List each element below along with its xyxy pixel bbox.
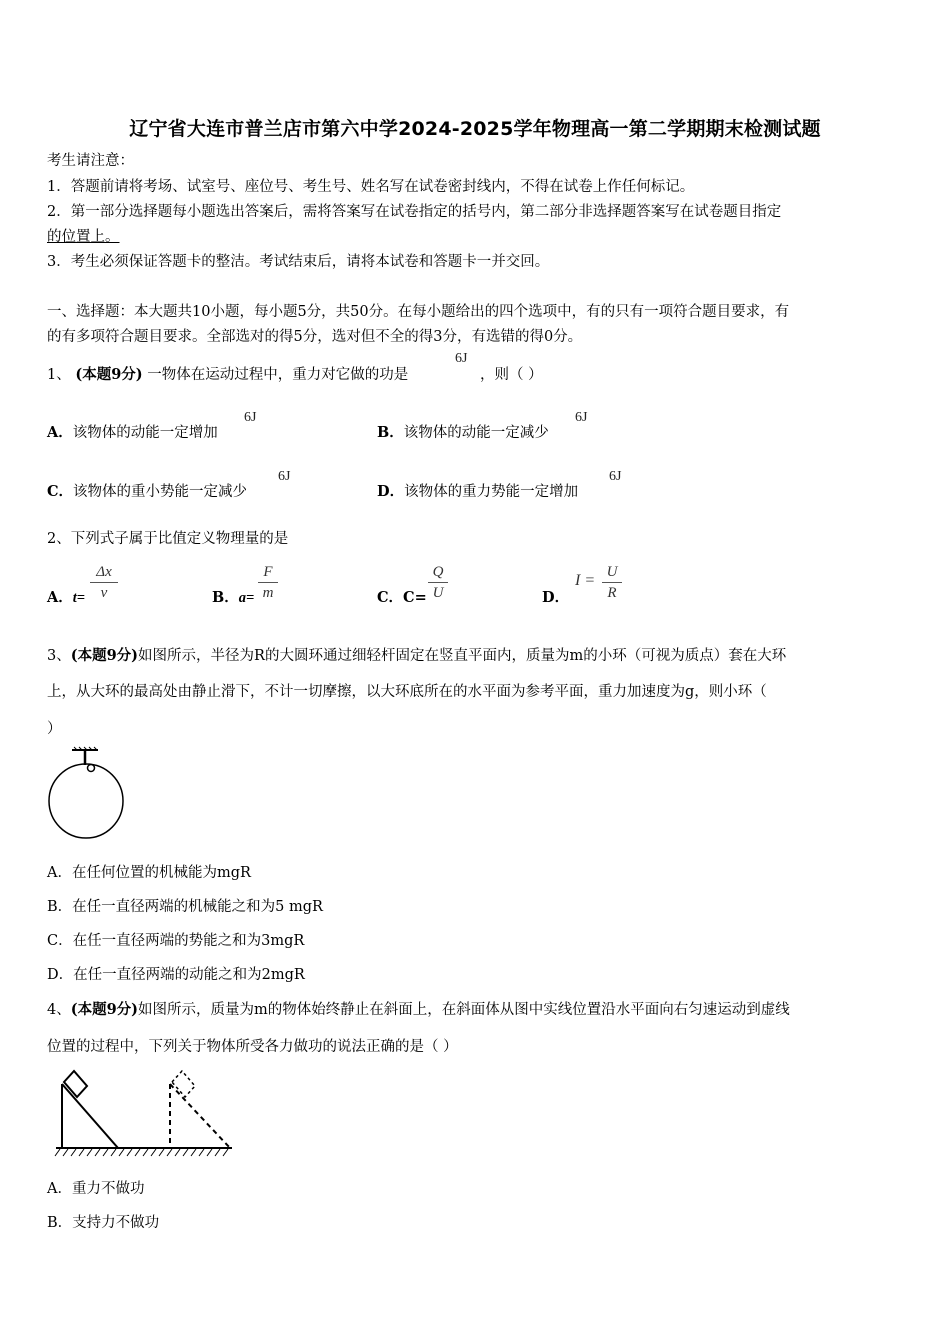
fraction-bar [428,582,448,583]
notice-item-2-underlined: 的位置上。 [47,229,120,245]
q1-stem [47,365,408,385]
q1-stem-text: 一物体在运动过程中，重力对它做的功是 [147,367,409,383]
incline-solid [62,1084,118,1148]
q1-option-c-unit: 6J [278,469,291,484]
q3-line-1-text: 如图所示，半径为R的大圆环通过细轻杆固定在竖直平面内，质量为m的小环（可视为质点）套在大环 [138,648,787,664]
q1-option-d-unit: 6J [609,469,622,484]
page-title: 辽宁省大连市普兰店市第六中学2024-2025学年物理高一第二学期期末检测试题 [129,118,821,140]
q2-option-a-fraction [90,563,118,602]
q2-option-a [47,588,85,608]
section-intro-line-2: 的有多项符合题目要求。全部选对的得5分，选对但不全的得3分，有选错的得0分。 [47,329,583,345]
ceiling-support [72,747,98,750]
option-d-label: D． [377,483,405,500]
q1-score: (本题9分) [75,366,143,383]
fraction-numerator: U [606,564,618,580]
q4-line-1-text: 如图所示，质量为m的物体始终静止在斜面上，在斜面体从图中实线位置沿水平面向右匀速运动到虚线 [138,1002,790,1018]
block-solid [64,1071,87,1097]
small-ring [88,765,95,772]
q1-option-c [47,482,247,502]
option-d-label: D． [542,589,570,606]
q2-option-d [542,588,569,608]
fraction-numerator: Q [432,564,444,580]
option-d-text: 该物体的重力势能一定增加 [404,484,579,500]
option-c-variable: C= [403,589,427,606]
q4-stem-line-2: 位置的过程中，下列关于物体所受各力做功的说法正确的是（ ） [47,1039,458,1055]
option-a-label: A． [47,589,73,606]
large-ring [49,764,123,838]
q2-stem: 2、下列式子属于比值定义物理量的是 [47,531,289,547]
q2-option-c-fraction [428,563,448,602]
q3-score: (本题9分) [70,647,139,664]
q2-option-d-variable: I = [575,572,596,589]
notice-heading: 考生请注意： [47,153,134,169]
q1-unit: 6J [455,351,468,366]
q2-option-b [212,588,254,608]
q3-number: 3、 [47,648,71,664]
q4-option-a: A．重力不做功 [47,1181,145,1197]
section-intro-line-1: 一、选择题：本大题共10小题，每小题5分，共50分。在每小题给出的四个选项中，有的只有一项符合题目要求，有 [47,304,790,320]
fraction-numerator: F [263,564,273,580]
option-c-label: C． [47,483,74,500]
q1-option-b-unit: 6J [575,410,588,425]
notice-item-2-cont [47,227,120,247]
q2-option-c [377,588,427,608]
option-b-variable: a= [238,590,255,606]
notice-item-1: 1．答题前请将考场、试室号、座位号、考生号、姓名写在试卷密封线内，不得在试卷上作任何标记。 [47,179,695,195]
incline-dashed [170,1084,230,1148]
fraction-bar [90,582,118,583]
q2-option-b-fraction [258,563,278,602]
q1-option-d [377,482,578,502]
ground-hatching [55,1149,228,1156]
fraction-denominator: U [432,585,444,601]
option-a-label: A． [47,424,73,441]
block-dashed [172,1071,195,1097]
q3-option-c: C．在任一直径两端的势能之和为3mgR [47,933,305,949]
q3-option-b: B．在任一直径两端的机械能之和为5 mgR [47,899,323,915]
option-b-label: B． [377,424,404,441]
q1-number: 1、 [47,367,71,383]
q4-score: (本题9分) [70,1001,139,1018]
q3-stem-line-2: 上，从大环的最高处由静止滑下，不计一切摩擦，以大环底所在的水平面为参考平面，重力加速度为g，则小环（ [47,684,767,700]
q4-stem-line-1 [47,1000,790,1020]
fraction-denominator: R [607,585,617,601]
q1-option-b [377,423,549,443]
incline-diagram [54,1068,236,1160]
q4-option-b: B．支持力不做功 [47,1215,160,1231]
option-b-text: 该物体的动能一定减少 [403,425,549,441]
fraction-numerator: Δx [96,564,112,580]
q2-option-d-fraction [602,563,622,602]
option-b-label: B． [212,589,239,606]
q4-number: 4、 [47,1002,71,1018]
q3-option-a: A．在任何位置的机械能为mgR [47,865,251,881]
option-c-label: C． [377,589,404,606]
fraction-denominator: v [100,585,108,601]
fraction-bar [258,582,278,583]
q3-option-d: D．在任一直径两端的动能之和为2mgR [47,967,305,983]
ring-diagram [44,746,130,844]
option-a-text: 该物体的动能一定增加 [72,425,218,441]
fraction-denominator: m [262,585,274,601]
option-a-variable: t= [72,590,86,606]
q1-option-a-unit: 6J [244,410,257,425]
fraction-bar [602,582,622,583]
notice-item-3: 3．考生必须保证答题卡的整洁。考试结束后，请将本试卷和答题卡一并交回。 [47,254,550,270]
notice-item-2: 2．第一部分选择题每小题选出答案后，需将答案写在试卷指定的括号内，第二部分非选择题答案写在试卷题目指定 [47,204,782,220]
option-c-text: 该物体的重小势能一定减少 [73,484,248,500]
q1-option-a [47,423,218,443]
q1-tail: ，则（ ） [480,367,543,383]
q3-stem-line-3: ） [47,721,62,737]
q3-stem-line-1 [47,646,786,666]
